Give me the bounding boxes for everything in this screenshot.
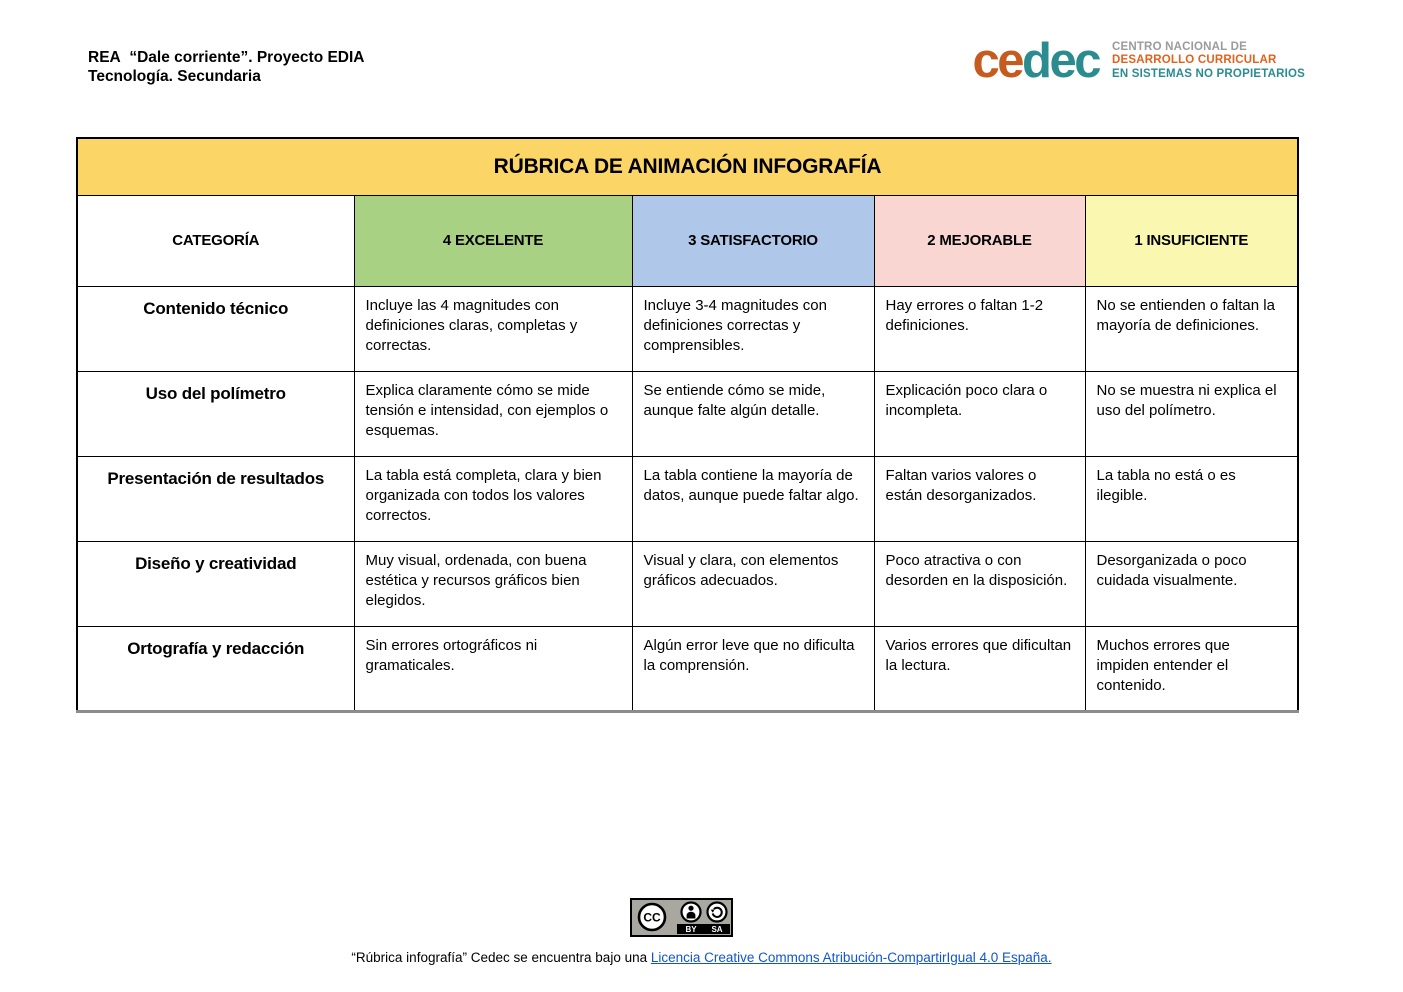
cc-license-link[interactable]: Licencia Creative Commons Atribución-CompartirIgual 4.0 España. <box>650 950 1052 965</box>
column-header-insuficiente: 1 INSUFICIENTE <box>1085 195 1298 286</box>
table-row <box>77 626 1298 711</box>
table-row <box>77 286 1298 371</box>
table-row <box>77 456 1298 541</box>
rubric-cell: Sin errores ortográficos ni gramaticales. <box>354 626 632 711</box>
column-header-mejorable: 2 MEJORABLE <box>874 195 1085 286</box>
rubric-cell: Algún error leve que no dificulta la comprensión. <box>632 626 874 711</box>
cedec-logo <box>973 36 1306 86</box>
cc-sa-label: SA <box>711 925 723 935</box>
cedec-tagline-line3: EN SISTEMAS NO PROPIETARIOS <box>1111 67 1305 80</box>
doc-header-line1: REA “Dale corriente”. Proyecto EDIA <box>88 49 365 66</box>
rubric-cell: Muchos errores que impiden entender el contenido. <box>1085 626 1298 711</box>
rubric-title: RÚBRICA DE ANIMACIÓN INFOGRAFÍA <box>77 138 1298 195</box>
rubric-cell: La tabla contiene la mayoría de datos, aunque puede faltar algo. <box>632 456 874 541</box>
rubric-cell: Hay errores o faltan 1-2 definiciones. <box>874 286 1085 371</box>
table-row <box>77 541 1298 626</box>
rubric-cell: Poco atractiva o con desorden en la disposición. <box>874 541 1085 626</box>
cedec-wordmark <box>973 36 1099 86</box>
rubric-cell: La tabla no está o es ilegible. <box>1085 456 1298 541</box>
column-header-satisfactorio: 3 SATISFACTORIO <box>632 195 874 286</box>
rubric-cell: No se entienden o faltan la mayoría de definiciones. <box>1085 286 1298 371</box>
cedec-tagline-line2: DESARROLLO CURRICULAR <box>1111 54 1277 67</box>
rubric-category-cell: Uso del polímetro <box>77 371 354 456</box>
rubric-cell: Se entiende cómo se mide, aunque falte algún detalle. <box>632 371 874 456</box>
cedec-tagline-line1: CENTRO NACIONAL DE <box>1111 40 1247 53</box>
rubric-cell: Varios errores que dificultan la lectura. <box>874 626 1085 711</box>
table-row <box>77 371 1298 456</box>
doc-header-line2: Tecnología. Secundaria <box>88 68 261 85</box>
rubric-header-row <box>77 195 1298 286</box>
cc-by-label: BY <box>685 925 697 935</box>
sa-sharealike-icon <box>708 903 727 922</box>
rubric-cell: Faltan varios valores o están desorganizados. <box>874 456 1085 541</box>
rubric-cell: Incluye 3-4 magnitudes con definiciones correctas y comprensibles. <box>632 286 874 371</box>
cedec-wordmark-dec: dec <box>1022 34 1099 88</box>
rubric-table <box>76 137 1299 713</box>
rubric-category-cell: Presentación de resultados <box>77 456 354 541</box>
rubric-cell: Visual y clara, con elementos gráficos adecuados. <box>632 541 874 626</box>
rubric-cell: Muy visual, ordenada, con buena estética y recursos gráficos bien elegidos. <box>354 541 632 626</box>
cedec-wordmark-ce: ce <box>972 34 1023 88</box>
license-line <box>0 949 1403 966</box>
rubric-category-cell: Diseño y creatividad <box>77 541 354 626</box>
rubric-cell: Desorganizada o poco cuidada visualmente. <box>1085 541 1298 626</box>
license-text: “Rúbrica infografía” Cedec se encuentra bajo una <box>351 950 651 965</box>
cc-license-badge <box>630 898 733 942</box>
cc-icon <box>639 904 665 930</box>
rubric-cell: La tabla está completa, clara y bien organizada con todos los valores correctos. <box>354 456 632 541</box>
doc-header <box>88 48 365 86</box>
rubric-category-cell: Contenido técnico <box>77 286 354 371</box>
cedec-tagline <box>1112 41 1305 82</box>
rubric-cell: No se muestra ni explica el uso del polímetro. <box>1085 371 1298 456</box>
column-header-categoria: CATEGORÍA <box>77 195 354 286</box>
svg-text:CC: CC <box>643 910 661 925</box>
by-person-icon <box>682 903 701 922</box>
rubric-cell: Incluye las 4 magnitudes con definiciones claras, completas y correctas. <box>354 286 632 371</box>
rubric-cell: Explicación poco clara o incompleta. <box>874 371 1085 456</box>
rubric-cell: Explica claramente cómo se mide tensión e intensidad, con ejemplos o esquemas. <box>354 371 632 456</box>
rubric-category-cell: Ortografía y redacción <box>77 626 354 711</box>
column-header-excelente: 4 EXCELENTE <box>354 195 632 286</box>
